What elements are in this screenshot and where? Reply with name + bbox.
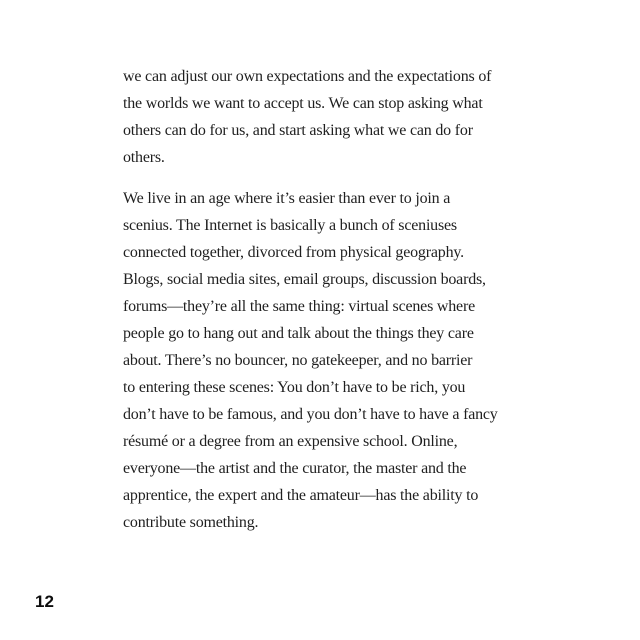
text-line: contribute something. bbox=[123, 514, 259, 531]
text-line: the worlds we want to accept us. We can stop asking what bbox=[123, 95, 483, 112]
text-line: to entering these scenes: You don’t have to be rich, you bbox=[123, 379, 466, 396]
text-line: apprentice, the expert and the amateur—has the ability to bbox=[123, 487, 479, 504]
text-line: résumé or a degree from an expensive school. Online, bbox=[123, 433, 458, 450]
page-number: 12 bbox=[35, 592, 54, 611]
text-line: everyone—the artist and the curator, the master and the bbox=[123, 460, 467, 477]
paragraph bbox=[123, 185, 523, 536]
text-line: others can do for us, and start asking what we can do for bbox=[123, 122, 473, 139]
text-line: We live in an age where it’s easier than ever to join a bbox=[123, 190, 451, 207]
text-line: people go to hang out and talk about the things they care bbox=[123, 325, 474, 342]
text-line: Blogs, social media sites, email groups, discussion boards, bbox=[123, 271, 486, 288]
text-line: connected together, divorced from physical geography. bbox=[123, 244, 464, 261]
text-line: forums—they’re all the same thing: virtual scenes where bbox=[123, 298, 475, 315]
text-line: others. bbox=[123, 149, 165, 166]
text-line: scenius. The Internet is basically a bunch of sceniuses bbox=[123, 217, 457, 234]
text-line: we can adjust our own expectations and the expectations of bbox=[123, 68, 492, 85]
text-line: don’t have to be famous, and you don’t have to have a fancy bbox=[123, 406, 498, 423]
body-text bbox=[123, 63, 523, 550]
paragraph bbox=[123, 63, 523, 171]
text-line: about. There’s no bouncer, no gatekeeper, and no barrier bbox=[123, 352, 473, 369]
